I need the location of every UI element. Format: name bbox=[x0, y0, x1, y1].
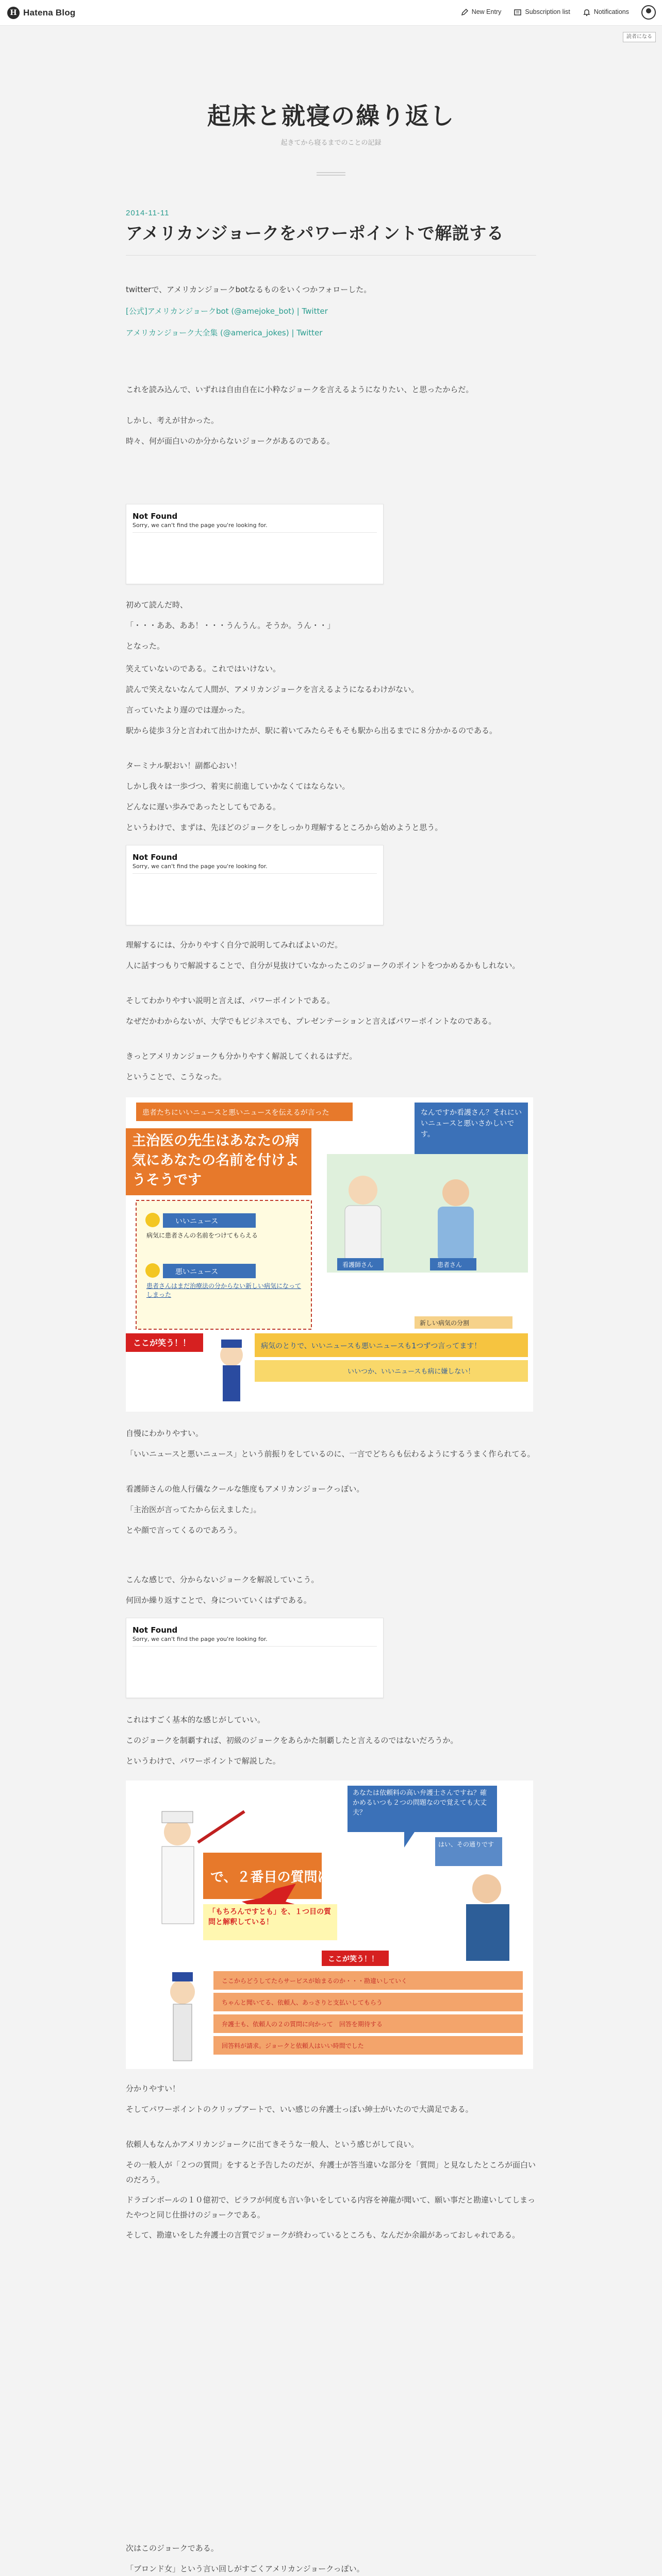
paragraph: しかし我々は一歩づつ、着実に前進していかなくてはならない。 bbox=[126, 782, 350, 791]
entry-header bbox=[126, 206, 536, 256]
paragraph: これはすごく基本的な感じがしていい。 bbox=[126, 1715, 266, 1724]
powerpoint-slide-2[interactable] bbox=[126, 1781, 533, 2069]
paragraph: その一般人が「２つの質問」をすると予告したのだが、弁護士が答当違いな部分を「質問」と見なしたところが面白いのだろう。 bbox=[126, 2160, 536, 2184]
subscribe-button[interactable]: 読者になる bbox=[623, 32, 656, 42]
slide2-main: で、２番目の質問は何ですか？ bbox=[210, 1870, 398, 1885]
embedded-tweet-card[interactable] bbox=[126, 845, 384, 925]
paragraph: 依頼人もなんかアメリカンジョークに出てきそうな一般人、という感じがして良い。 bbox=[126, 2140, 419, 2149]
user-avatar-icon[interactable] bbox=[641, 5, 656, 20]
paragraph: 「主治医が言ってたから伝えました」。 bbox=[126, 1505, 261, 1514]
embed-divider bbox=[133, 532, 377, 533]
paragraph: なぜだかわからないが、大学でもビジネスでも、プレゼンテーションと言えばパワーポイントなのである。 bbox=[126, 1016, 496, 1026]
paragraph: そしてパワーポイントのクリップアートで、いい感じの弁護士っぽい紳士がいたので大満足である。 bbox=[126, 2105, 473, 2114]
embed-subtitle: Sorry, we can't find the page you're looking for. bbox=[133, 522, 268, 529]
embedded-tweet-card[interactable] bbox=[126, 1618, 384, 1698]
paragraph: 笑えていないのである。これではいけない。 bbox=[126, 664, 281, 673]
paragraph: twitterで、アメリカンジョークbotなるものをいくつかフォローした。 bbox=[126, 285, 372, 294]
global-header bbox=[0, 0, 662, 26]
bell-icon bbox=[583, 8, 591, 16]
paragraph: 何回か繰り返すことで、身についていくはずである。 bbox=[126, 1596, 311, 1605]
paragraph: というわけで、パワーポイントで解説した。 bbox=[126, 1756, 280, 1766]
paragraph: 言っていたより遅のでは遅かった。 bbox=[126, 705, 250, 715]
notifications-label: Notifications bbox=[593, 8, 629, 16]
entry-date[interactable]: 2014-11-11 bbox=[126, 209, 170, 217]
slide1-tag: 新しい病気の分割 bbox=[420, 1319, 470, 1327]
paragraph: このジョークを制覇すれば、初級のジョークをあらかた制覇したと言えるのではないだろうか。 bbox=[126, 1736, 458, 1745]
subscription-list-label: Subscription list bbox=[525, 8, 570, 16]
paragraph: 理解するには、分かりやすく自分で説明してみればよいのだ。 bbox=[126, 940, 343, 950]
blog-title[interactable]: 起床と就寝の繰り返し bbox=[207, 102, 455, 130]
paragraph: 次はこのジョークである。 bbox=[126, 2544, 219, 2553]
embed-subtitle: Sorry, we can't find the page you're looking for. bbox=[133, 863, 268, 870]
slide2-red-note: 「もちろんですとも」を、１つ目の質問と解釈している！ bbox=[208, 1908, 331, 1926]
slide1-bar1: 病気のとりで、いいニュースも悪いニュースも1つずつ言ってます！ bbox=[261, 1342, 482, 1350]
paragraph: とや顔で言ってくるのであろう。 bbox=[126, 1526, 242, 1535]
title-divider bbox=[126, 255, 536, 256]
nurse-label: 看護師さん bbox=[342, 1261, 374, 1268]
paragraph: ドラゴンボールの１０億初で、ピラフが何度も言い争いをしている内容を神龍が聞いて、願い事だと勘違いしてしまったやつと同じ仕掛けのジョークである。 bbox=[126, 2195, 536, 2219]
notifications-link[interactable] bbox=[583, 6, 629, 19]
paragraph: 「・・・ああ、ああ！・・・うんうん。そうか。うん・・」 bbox=[126, 621, 335, 630]
embed-title: Not Found bbox=[133, 512, 178, 521]
slide2-bubble1: あなたは依頼料の高い弁護士さんですね？確かめるいつも２つの問題なので覚えても大丈夫？ bbox=[353, 1789, 487, 1817]
paragraph: というわけで、まずは、先ほどのジョークをしっかり理解するところから始めようと思う。 bbox=[126, 823, 443, 832]
header-nav bbox=[448, 5, 656, 20]
slide2-row: ちゃんと聞いてる、依頼人、あっさりと支払いしてもらう bbox=[222, 1999, 383, 2006]
slide1-main-text: 主治医の先生はあなたの病気にあなたの名前を付けようそうです bbox=[132, 1133, 299, 1188]
paragraph: そしてわかりやすい説明と言えば、パワーポイントである。 bbox=[126, 996, 335, 1005]
hatena-logo-text: Hatena Blog bbox=[23, 7, 76, 18]
paragraph: 時々、何が面白いのか分からないジョークがあるのである。 bbox=[126, 436, 335, 446]
paragraph: これを読み込んで、いずれは自由自在に小粋なジョークを言えるようになりたい、と思ったからだ。 bbox=[126, 385, 474, 394]
paragraph: 初めて読んだ時、 bbox=[126, 600, 188, 609]
slide1-bubble: なんですか看護さん？それにいいニュースと悪いさかしいです。 bbox=[421, 1109, 522, 1139]
paragraph: ターミナル駅おい！副都心おい！ bbox=[126, 761, 242, 770]
paragraph: どんなに遅い歩みであったとしてもである。 bbox=[126, 802, 280, 811]
paragraph: 読んで笑えないなんて人間が、アメリカンジョークを言えるようになるわけがない。 bbox=[126, 685, 419, 694]
embed-divider bbox=[133, 1646, 377, 1647]
paragraph: 自慢にわかりやすい。 bbox=[126, 1429, 204, 1438]
paragraph: こんな感じで、分からないジョークを解説していこう。 bbox=[126, 1575, 319, 1584]
embed-title: Not Found bbox=[133, 1625, 178, 1635]
bad-news-detail: 患者さんはまだ治療法の分からない新しい病気になってしまった bbox=[146, 1282, 301, 1298]
new-entry-link[interactable] bbox=[460, 6, 502, 19]
patient-label: 患者さん bbox=[437, 1261, 462, 1268]
embed-title: Not Found bbox=[133, 853, 178, 862]
paragraph: 駅から徒歩３分と言われて出かけたが、駅に着いてみたらそもそも駅から出るまでに８分かかるのである。 bbox=[126, 726, 498, 735]
subscription-list-link[interactable] bbox=[514, 6, 570, 19]
hatena-logo-icon: H bbox=[7, 7, 20, 19]
slide1-bar2: いいつか、いいニュースも病に嫌しない！ bbox=[347, 1368, 475, 1376]
good-news-detail: 病気に患者さんの名前をつけてもらえる bbox=[146, 1232, 258, 1239]
twitter-link-amejoke[interactable]: [公式]アメリカンジョークbot (@amejoke_bot) | Twitter bbox=[126, 307, 328, 316]
slide2-bubble2: はい、その通りです bbox=[438, 1841, 494, 1848]
list-icon bbox=[514, 8, 522, 16]
paragraph: 人に話すつもりで解説することで、自分が見抜けていなかったこのジョークのポイントをつかめるかもしれない。 bbox=[126, 961, 520, 970]
powerpoint-slide-1[interactable] bbox=[126, 1097, 533, 1412]
paragraph: となった。 bbox=[126, 641, 165, 651]
slide1-header-note: 患者たちにいいニュースと悪いニュースを伝えるが言った bbox=[142, 1109, 329, 1117]
twitter-link-america-jokes[interactable]: アメリカンジョーク大全集 (@america_jokes) | Twitter bbox=[126, 328, 323, 337]
slide2-point: ここが笑う！！ bbox=[328, 1955, 378, 1963]
paragraph: 「ブロンド女」という言い回しがすごくアメリカンジョークっぽい。 bbox=[126, 2564, 365, 2573]
good-news-label: いいニュース bbox=[175, 1217, 219, 1226]
paragraph: ということで、こうなった。 bbox=[126, 1072, 226, 1081]
new-entry-label: New Entry bbox=[471, 8, 502, 16]
paragraph: きっとアメリカンジョークも分かりやすく解説してくれるはずだ。 bbox=[126, 1052, 357, 1061]
paragraph: 看護師さんの他人行儀なクールな態度もアメリカンジョークっぽい。 bbox=[126, 1484, 365, 1494]
embed-divider bbox=[133, 873, 377, 874]
slide2-row: 弁護士も、依頼人の２の質問に向かって 回答を期待する bbox=[222, 2021, 383, 2028]
paragraph: そして、勘違いをした弁護士の言質でジョークが終わっているところも、なんだか余韻があっておしゃれである。 bbox=[126, 2230, 520, 2240]
paragraph: 分かりやすい！ bbox=[126, 2084, 180, 2093]
slide2-row: 回答料が請求。ジョークと依頼人はいい時間でした bbox=[222, 2042, 364, 2049]
embedded-tweet-card[interactable] bbox=[126, 504, 384, 584]
paragraph: しかし、考えが甘かった。 bbox=[126, 416, 219, 425]
paragraph: 「いいニュースと悪いニュース」という前振りをしているのに、一言でどちらも伝わるようにするうまく作られてる。 bbox=[126, 1449, 535, 1459]
header-divider bbox=[317, 172, 345, 176]
blog-description: 起きてから寝るまでのことの記録 bbox=[280, 139, 382, 147]
bad-news-label: 悪いニュース bbox=[175, 1268, 219, 1276]
hatena-blog-logo[interactable] bbox=[7, 6, 75, 20]
slide1-point: ここが笑う！！ bbox=[133, 1338, 191, 1348]
embed-subtitle: Sorry, we can't find the page you're looking for. bbox=[133, 1636, 268, 1642]
pencil-icon bbox=[460, 8, 469, 16]
entry-title[interactable]: アメリカンジョークをパワーポイントで解説する bbox=[126, 223, 504, 243]
slide2-row: ここからどうしてたらサービスが始まるのか・・・勘違いしていく bbox=[222, 1977, 408, 1985]
